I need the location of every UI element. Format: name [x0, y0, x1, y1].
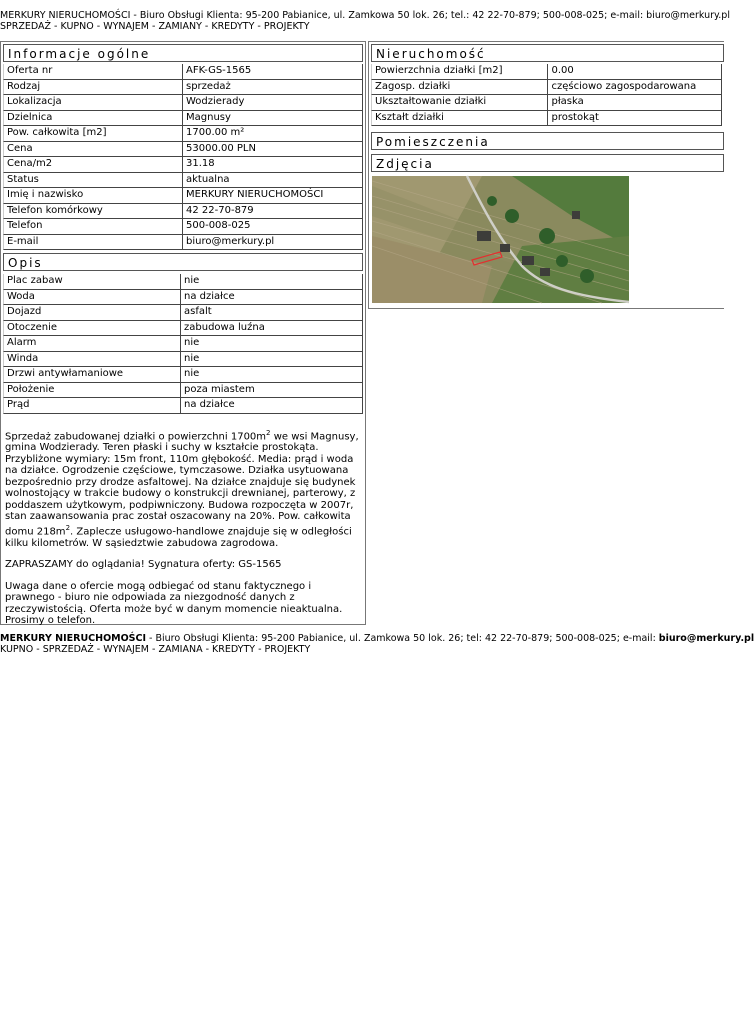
info-table — [1, 64, 365, 250]
row-value: na działce — [181, 290, 363, 306]
row-label: Dzielnica — [3, 111, 183, 127]
row-label: Telefon — [3, 219, 183, 235]
row-value: 42 22-70-879 — [183, 204, 363, 220]
row-label: Kształt działki — [371, 111, 548, 127]
row-value: częściowo zagospodarowana — [548, 80, 722, 96]
row-value: płaska — [548, 95, 722, 111]
table-row — [3, 305, 363, 321]
row-label: Otoczenie — [3, 321, 181, 337]
row-value: nie — [181, 336, 363, 352]
row-label: Rodzaj — [3, 80, 183, 96]
row-label: Alarm — [3, 336, 181, 352]
row-value: zabudowa luźna — [181, 321, 363, 337]
row-value: prostokąt — [548, 111, 722, 127]
row-value: aktualna — [183, 173, 363, 189]
description-paragraph-1: Sprzedaż zabudowanej działki o powierzchni $1700m^2$ we wsi Magnusy, gmina Wodzierady. Teren płaski i suchy w kształcie prostokąta. Przybliżone wymiary: 15m front, 110m głębokość. Media: prąd i woda na działce. Ogrodzenie częściowe, tymczasowe. Działka usytuowana bezpośrednio przy drodze asfaltowej. Na działce znajduje się budynek wolnostojący w trakcie budowy o konstrukcji drewnianej, parterowy, z poddaszem użytkowym, podpiwniczony. Budowa rozpoczęta w 2007r, stan zaawansowania prac został oszacowany na 20%. Pow. całkowita domu $218m^2$. Zaplecze usługowo-handlowe znajduje się w odległości kilku kilometrów. W sąsiedztwie zabudowa zagrodowa. — [5, 428, 359, 549]
row-label: Powierzchnia działki [m2] — [371, 64, 548, 80]
table-row — [3, 398, 363, 414]
row-label: Cena — [3, 142, 183, 158]
row-label: Telefon komórkowy — [3, 204, 183, 220]
row-value: na działce — [181, 398, 363, 414]
header-services-line: SPRZEDAŻ - KUPNO - WYNAJEM - ZAMIANY - KREDYTY - PROJEKTY — [0, 21, 310, 32]
section-title-nieruchomosc: Nieruchomość — [371, 44, 724, 62]
aerial-photo[interactable] — [372, 176, 629, 303]
row-label: Pow. całkowita [m2] — [3, 126, 183, 142]
footer-email[interactable]: biuro@merkury.pl — [658, 633, 754, 644]
row-label: Zagosp. działki — [371, 80, 548, 96]
footer-brand: MERKURY NIERUCHOMOŚCI — [0, 633, 147, 644]
table-row — [371, 64, 722, 80]
description — [5, 428, 361, 627]
row-value: nie — [181, 352, 363, 368]
description-paragraph-3: Uwaga dane o ofercie mogą odbiegać od stanu faktycznego i prawnego - biuro nie odpowiada za niezgodność danych z rzeczywistością. Oferta może być w danym momencie nieaktualna. Prosimy o telefon. — [5, 580, 343, 627]
row-label: Winda — [3, 352, 181, 368]
right-column — [368, 41, 724, 309]
table-row — [3, 142, 363, 158]
row-value: biuro@merkury.pl — [183, 235, 363, 251]
row-label: Oferta nr — [3, 64, 183, 80]
row-value: MERKURY NIERUCHOMOŚCI — [183, 188, 363, 204]
table-row — [371, 80, 722, 96]
row-value: 0.00 — [548, 64, 722, 80]
table-row — [3, 352, 363, 368]
row-label: Prąd — [3, 398, 181, 414]
row-label: Dojazd — [3, 305, 181, 321]
table-row — [3, 336, 363, 352]
table-row — [3, 235, 363, 251]
row-label: Woda — [3, 290, 181, 306]
table-row — [3, 64, 363, 80]
row-label: Lokalizacja — [3, 95, 183, 111]
row-value: poza miastem — [181, 383, 363, 399]
section-title-opis: Opis — [3, 253, 363, 271]
row-value: 31.18 — [183, 157, 363, 173]
table-row — [3, 188, 363, 204]
row-label: Cena/m2 — [3, 157, 183, 173]
table-row — [3, 80, 363, 96]
page-footer — [0, 633, 754, 655]
opis-table — [1, 274, 365, 414]
table-row — [3, 157, 363, 173]
row-value: Magnusy — [183, 111, 363, 127]
row-value: 53000.00 PLN — [183, 142, 363, 158]
table-row — [3, 367, 363, 383]
table-row — [3, 204, 363, 220]
row-value: nie — [181, 367, 363, 383]
table-row — [371, 111, 722, 127]
row-value: Wodzierady — [183, 95, 363, 111]
header-contact-line: MERKURY NIERUCHOMOŚCI - Biuro Obsługi Klienta: 95-200 Pabianice, ul. Zamkowa 50 lok. 26; tel.: 42 22-70-879; 500-008-025; e-mail: biuro@merkury.pl — [0, 10, 730, 21]
table-row — [3, 95, 363, 111]
row-label: Położenie — [3, 383, 181, 399]
row-label: Imię i nazwisko — [3, 188, 183, 204]
row-label: Drzwi antywłamaniowe — [3, 367, 181, 383]
section-title-info: Informacje ogólne — [3, 44, 363, 62]
footer-services-line: KUPNO - SPRZEDAŻ - WYNAJEM - ZAMIANA - KREDYTY - PROJEKTY — [0, 644, 311, 655]
row-value: 1700.00 m² — [183, 126, 363, 142]
row-label: Plac zabaw — [3, 274, 181, 290]
row-label: Status — [3, 173, 183, 189]
table-row — [3, 290, 363, 306]
page-header — [0, 10, 730, 32]
section-title-pomieszczenia: Pomieszczenia — [371, 132, 724, 150]
row-label: Ukształtowanie działki — [371, 95, 548, 111]
description-paragraph-2: ZAPRASZAMY do oglądania! Sygnatura oferty: GS-1565 — [5, 559, 282, 571]
table-row — [3, 173, 363, 189]
table-row — [3, 274, 363, 290]
table-row — [3, 383, 363, 399]
row-value: 500-008-025 — [183, 219, 363, 235]
row-value: AFK-GS-1565 — [183, 64, 363, 80]
table-row — [3, 111, 363, 127]
table-row — [371, 95, 722, 111]
table-row — [3, 219, 363, 235]
row-label: E-mail — [3, 235, 183, 251]
row-value: asfalt — [181, 305, 363, 321]
row-value: sprzedaż — [183, 80, 363, 96]
footer-contact-line: MERKURY NIERUCHOMOŚCI - Biuro Obsługi Klienta: 95-200 Pabianice, ul. Zamkowa 50 lok. 26; tel: 42 22-70-879; 500-008-025; e-mail: biuro@merkury.pl — [0, 633, 754, 644]
nieruchomosc-table — [369, 64, 724, 126]
row-value: nie — [181, 274, 363, 290]
section-title-zdjecia: Zdjęcia — [371, 154, 724, 172]
left-column — [0, 41, 366, 625]
table-row — [3, 126, 363, 142]
table-row — [3, 321, 363, 337]
